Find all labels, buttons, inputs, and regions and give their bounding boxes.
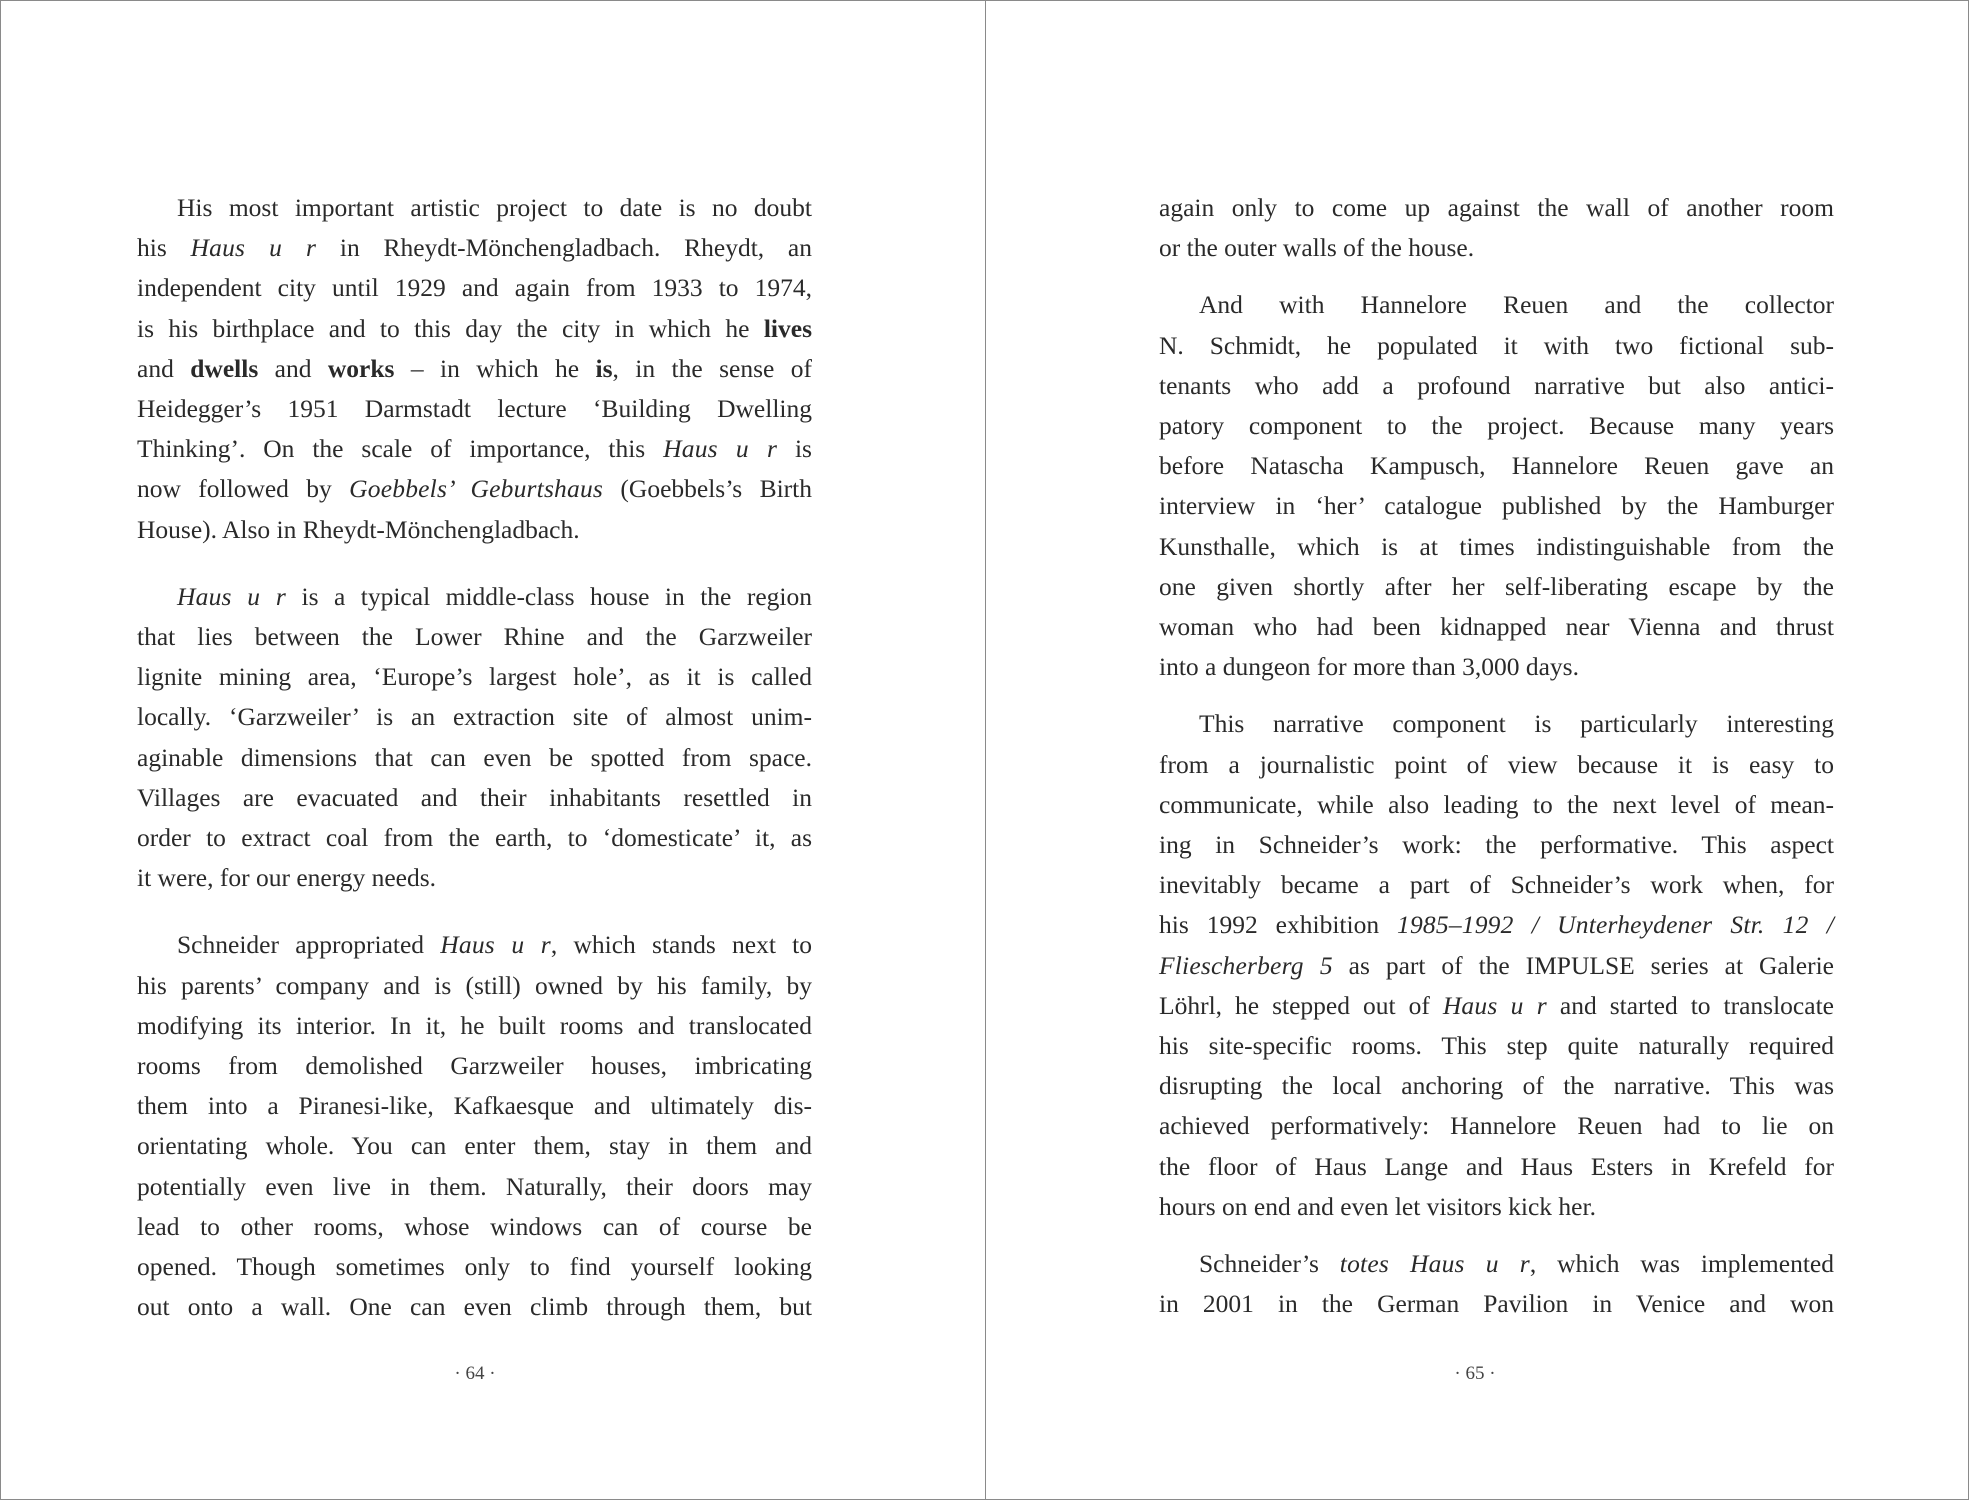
text-line [1159, 704, 1834, 744]
text-line [1159, 1284, 1834, 1324]
text-run: modifying its interior. In it, he built rooms and translocated [137, 1010, 812, 1040]
text-line [1159, 406, 1834, 446]
text-run: one given shortly after her self-liberating escape by the [1159, 571, 1834, 601]
left-page [1, 1, 985, 1499]
text-run: interview in ‘her’ catalogue published by the Hamburger [1159, 491, 1834, 521]
text-line [1159, 567, 1834, 607]
italic-title: Fliescherberg 5 [1159, 950, 1333, 980]
text-line [137, 1006, 812, 1046]
text-line [137, 577, 812, 617]
text-run: This narrative component is particularly interesting [1199, 709, 1834, 739]
text-run: – in which he [394, 353, 596, 383]
text-line [137, 858, 812, 898]
text-line [137, 469, 812, 509]
text-line [137, 1207, 812, 1247]
text-run: his parents’ company and is (still) owned by his family, by [137, 970, 812, 1000]
text-run: (Goebbels’s Birth [603, 474, 813, 504]
bold-emphasis: dwells [190, 353, 259, 383]
italic-title: Haus u r [663, 434, 778, 464]
text-run: Thinking’. On the scale of importance, this [137, 434, 664, 464]
text-line [1159, 1147, 1834, 1187]
bold-emphasis: lives [763, 313, 812, 343]
page-number: · 64 · [454, 1363, 496, 1384]
text-run: into a dungeon for more than 3,000 days. [1159, 652, 1579, 682]
text-run: , which was implemented [1529, 1249, 1834, 1278]
text-run: that lies between the Lower Rhine and the Garzweiler [137, 622, 812, 651]
text-run: and [258, 353, 328, 383]
text-line [137, 309, 812, 349]
italic-title: totes Haus u r [1339, 1249, 1530, 1278]
italic-title: Haus u r [1442, 990, 1547, 1020]
text-run: And with Hannelore Reuen and the collector [1199, 290, 1834, 320]
text-line [137, 1167, 812, 1207]
text-run: his site-specific rooms. This step quite naturally required [1159, 1031, 1834, 1060]
text-run: woman who had been kidnapped near Vienna and thrust [1159, 612, 1834, 641]
text-run: again only to come up against the wall of another room [1159, 193, 1834, 222]
text-run: Schneider’s [1199, 1249, 1340, 1278]
text-line [137, 1126, 812, 1166]
text-line [1159, 228, 1834, 268]
text-line [137, 778, 812, 818]
text-run: opened. Though sometimes only to find yourself looking [137, 1252, 812, 1281]
bold-emphasis: works [327, 353, 395, 383]
text-run: independent city until 1929 and again from 1933 to 1974, [137, 273, 812, 303]
text-run: tenants who add a profound narrative but also antici- [1159, 370, 1834, 400]
text-line [137, 510, 812, 550]
text-run: it were, for our energy needs. [137, 863, 437, 893]
text-run: or the outer walls of the house. [1159, 233, 1475, 263]
text-line [1159, 905, 1834, 945]
text-line [137, 966, 812, 1006]
text-run: is his birthplace and to this day the city in which he [137, 313, 764, 343]
text-line [137, 389, 812, 429]
italic-title: Haus u r [440, 930, 551, 960]
text-line [1159, 1106, 1834, 1146]
text-run: Löhrl, he stepped out of [1159, 990, 1443, 1020]
right-page [986, 1, 1968, 1499]
text-line [1159, 785, 1834, 825]
text-run: is a typical middle-class house in the region [286, 581, 812, 611]
text-line [137, 1046, 812, 1086]
text-run: order to extract coal from the earth, to ‘domesticate’ it, as [137, 823, 812, 852]
text-line [137, 617, 812, 657]
text-run: is [777, 434, 812, 464]
italic-title: Haus u r [177, 581, 287, 611]
text-line [137, 1086, 812, 1126]
text-run: as part of the IMPULSE series at Galerie [1332, 950, 1834, 980]
text-run: , in the sense of [612, 353, 812, 383]
text-line [137, 268, 812, 308]
text-line [137, 657, 812, 697]
text-line [137, 818, 812, 858]
bold-emphasis: is [595, 353, 613, 383]
text-run: N. Schmidt, he populated it with two fictional sub- [1159, 330, 1834, 360]
text-run: achieved performatively: Hannelore Reuen had to lie on [1159, 1111, 1834, 1141]
text-line [1159, 527, 1834, 567]
text-run: Kunsthalle, which is at times indistinguishable from the [1159, 531, 1834, 561]
text-line [137, 925, 812, 965]
text-run: them into a Piranesi-like, Kafkaesque and ultimately dis- [137, 1091, 812, 1121]
text-run: disrupting the local anchoring of the narrative. This was [1159, 1071, 1834, 1101]
text-line [1159, 986, 1834, 1026]
text-run: lead to other rooms, whose windows can of course be [137, 1211, 812, 1241]
text-run: now followed by [137, 474, 350, 504]
text-line [1159, 946, 1834, 986]
text-run: Schneider appropriated [177, 930, 441, 960]
text-run: his 1992 exhibition [1159, 910, 1398, 940]
text-line [1159, 1187, 1834, 1227]
text-line [137, 738, 812, 778]
text-run: before Natascha Kampusch, Hannelore Reuen gave an [1159, 451, 1834, 481]
text-line [1159, 865, 1834, 905]
text-line [1159, 188, 1834, 228]
text-run: potentially even live in them. Naturally, their doors may [137, 1171, 812, 1201]
text-line [137, 188, 812, 228]
text-line [1159, 1026, 1834, 1066]
text-line [1159, 607, 1834, 647]
text-run: and [137, 353, 191, 383]
text-line [1159, 825, 1834, 865]
text-run: Villages are evacuated and their inhabitants resettled in [137, 782, 812, 812]
text-run: ing in Schneider’s work: the performative. This aspect [1159, 830, 1834, 859]
text-line [1159, 1244, 1834, 1284]
text-line [1159, 446, 1834, 486]
italic-title: 1985–1992 / Unterheydener Str. 12 / [1397, 910, 1834, 940]
text-run: patory component to the project. Because many years [1159, 411, 1834, 440]
text-run: and started to translocate [1546, 990, 1834, 1020]
text-line [137, 1247, 812, 1287]
italic-title: Haus u r [190, 233, 317, 263]
text-line [137, 349, 812, 389]
text-run: communicate, while also leading to the next level of mean- [1159, 789, 1834, 819]
text-line [1159, 1066, 1834, 1106]
text-run: lignite mining area, ‘Europe’s largest hole’, as it is called [137, 662, 812, 692]
italic-title: Goebbels’ Geburtshaus [349, 474, 604, 504]
text-line [1159, 647, 1834, 687]
text-run: orientating whole. You can enter them, stay in them and [137, 1131, 812, 1161]
text-run: his [137, 233, 191, 263]
text-run: His most important artistic project to date is no doubt [177, 193, 812, 222]
text-run: locally. ‘Garzweiler’ is an extraction site of almost unim- [137, 702, 812, 732]
text-run: inevitably became a part of Schneider’s work when, for [1159, 870, 1834, 900]
text-run: in 2001 in the German Pavilion in Venice and won [1159, 1289, 1834, 1319]
text-line [1159, 486, 1834, 526]
text-run: aginable dimensions that can even be spotted from space. [137, 742, 812, 772]
text-line [137, 429, 812, 469]
text-run: , which stands next to [550, 930, 812, 960]
text-run: out onto a wall. One can even climb through them, but [137, 1292, 812, 1322]
text-run: hours on end and even let visitors kick her. [1159, 1191, 1596, 1221]
text-line [1159, 285, 1834, 325]
page-number: · 65 · [1454, 1363, 1496, 1384]
text-line [1159, 366, 1834, 406]
text-line [1159, 326, 1834, 366]
text-run: in Rheydt-Mönchengladbach. Rheydt, an [316, 233, 812, 263]
text-run: House). Also in Rheydt-Mönchengladbach. [137, 514, 580, 544]
text-run: rooms from demolished Garzweiler houses, imbricating [137, 1051, 812, 1080]
text-line [137, 697, 812, 737]
text-line [1159, 745, 1834, 785]
text-run: Heidegger’s 1951 Darmstadt lecture ‘Building Dwelling [137, 394, 812, 423]
text-run: from a journalistic point of view because it is easy to [1159, 749, 1834, 779]
text-run: the floor of Haus Lange and Haus Esters in Krefeld for [1159, 1151, 1834, 1181]
text-line [137, 1287, 812, 1327]
text-line [137, 228, 812, 268]
